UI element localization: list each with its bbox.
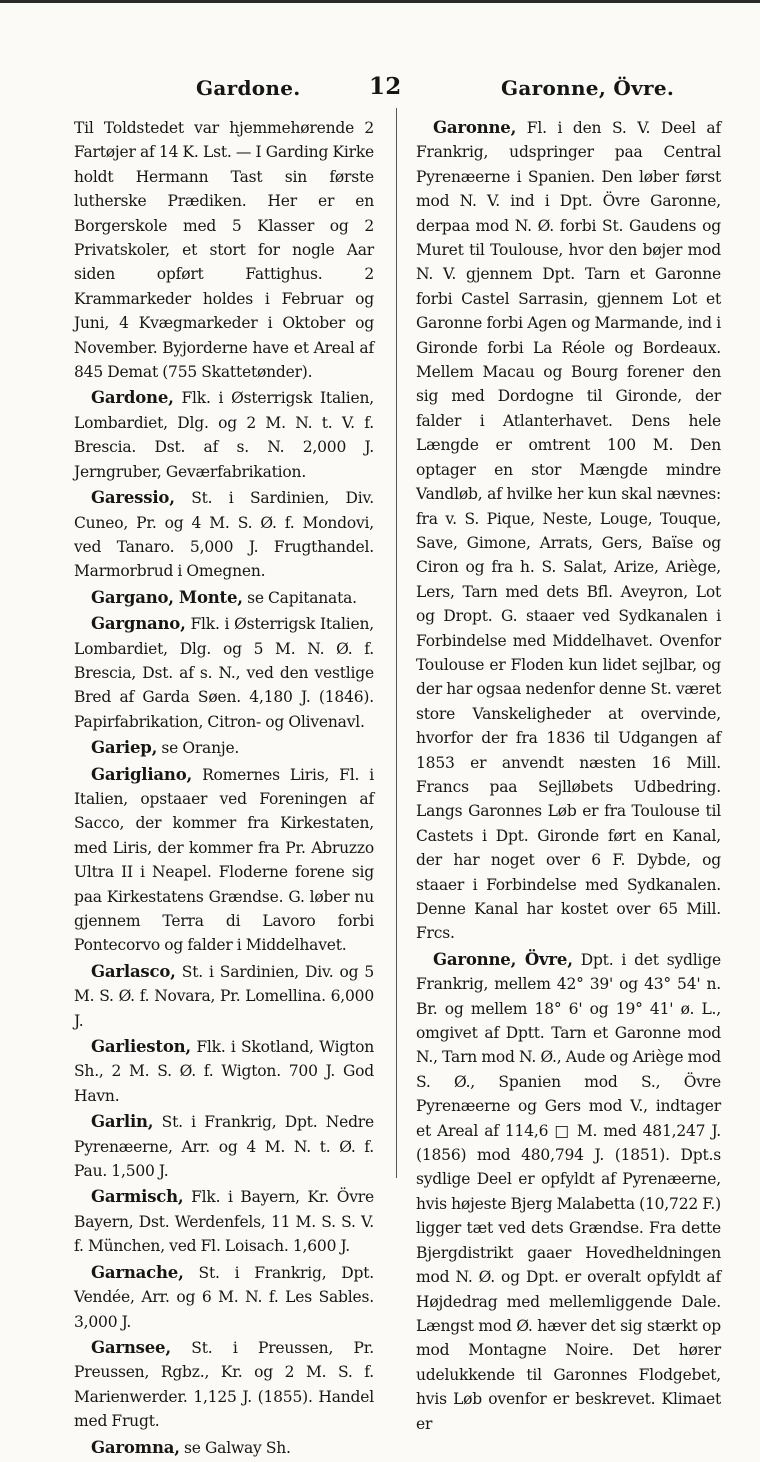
entry-headword: Garessio, — [91, 488, 175, 508]
entry-headword: Gariep, — [91, 738, 158, 758]
entry — [74, 763, 374, 958]
entry — [74, 586, 374, 610]
entry-text: Til Toldstedet var hjemmehørende 2 Fartøjer af 14 K. Lst. — I Garding Kirke holdt Hermann Tast sin første lutherske Prædiken. Her er en Borgerskole med 5 Klasser og 2 Privatskoler, et stort for nogle Aar siden opført Fattighus. 2 Krammarkeder holdes i Februar og Juni, 4 Kvægmarkeder i Oktober og November. Byjorderne have et Areal af 845 Demat (755 Skattetønder). — [74, 119, 374, 382]
top-edge-rule — [0, 0, 760, 3]
entry-headword: Gardone, — [91, 388, 174, 408]
entry — [416, 116, 721, 946]
left-column — [74, 116, 374, 1462]
entry-headword: Garnsee, — [91, 1337, 171, 1357]
entry-text: Flk. i Bayern, Kr. Övre Bayern, Dst. Werdenfels, 11 M. S. S. V. f. München, ved Fl. Loisach. 1,600 J. — [74, 1188, 374, 1256]
entry — [74, 1436, 374, 1460]
entry — [74, 1110, 374, 1183]
running-head-right: Garonne, Övre. — [501, 76, 675, 100]
entry — [74, 386, 374, 484]
entry-text: Dpt. i det sydlige Frankrig, mellem 42° 39' og 43° 54' n. Br. og mellem 18° 6' og 19° 41' ø. L., omgivet af Dptt. Tarn et Garonne mod N., Tarn mod N. Ø., Aude og Ariège mod S. Ø., Spanien mod S., Övre Pyrenæerne og Gers mod V., indtager et Areal af 114,6 □ M. med 481,247 J. (1856) mod 480,794 J. (1851). Dpt.s sydlige Deel er opfyldt af Pyrenæerne, hvis højeste Bjerg Malabetta (10,722 F.) ligger tæt ved dets Grændse. Fra dette Bjergdistrikt gaaer Hovedheldningen mod N. Ø. og Dpt. er overalt opfyldt af Højdedrag med mellemliggende Dale. Længst mod Ø. hæver det sig stærkt op mod Montagne Noire. Det hører udelukkende til Garonnes Flodgebet, hvis Løb ovenfor er beskrevet. Klimaet er — [416, 950, 721, 1433]
entry-headword: Garonne, — [433, 118, 517, 137]
entry-text: St. i Sardinien, Div. og 5 M. S. Ø. f. Novara, Pr. Lomellina. 6,000 J. — [74, 962, 374, 1030]
entry — [74, 1035, 374, 1108]
entry — [416, 948, 721, 1436]
running-head-left: Gardone. — [196, 76, 301, 100]
entry-text: St. i Frankrig, Dpt. Vendée, Arr. og 6 M. N. f. Les Sables. 3,000 J. — [74, 1263, 375, 1331]
entry-headword: Gargnano, — [91, 614, 186, 634]
entry-text: Romernes Liris, Fl. i Italien, opstaaer ved Foreningen af Sacco, der kommer fra Kirkestaten, med Liris, der kommer fra Pr. Abruzzo Ultra II i Neapel. Floderne forene sig paa Kirkestatens Grændse. G. løber nu gjennem Terra di Lavoro forbi Pontecorvo og falder i Middelhavet. — [74, 765, 374, 955]
entry-text: Flk. i Østerrigsk Italien, Lombardiet, Dlg. og 5 M. N. Ø. f. Brescia, Dst. af s. N., ved den vestlige Bred af Garda Søen. 4,180 J. (1846). Papirfabrikation, Citron- og Olivenavl. — [74, 615, 374, 731]
entry-headword: Garlieston, — [91, 1037, 191, 1057]
entry-text: St. i Frankrig, Dpt. Nedre Pyrenæerne, Arr. og 4 M. N. t. Ø. f. Pau. 1,500 J. — [74, 1113, 374, 1181]
entry-text: se Galway Sh. — [184, 1438, 291, 1457]
page-number: 12 — [369, 73, 402, 100]
column-divider — [396, 108, 397, 1178]
entry-text: Flk. i Østerrigsk Italien, Lombardiet, Dlg. og 2 M. N. t. V. f. Brescia. Dst. af s. N. 2,000 J. Jerngruber, Geværfabrikation. — [74, 389, 374, 481]
entry — [74, 1185, 374, 1258]
entry — [74, 736, 374, 760]
entry — [74, 1261, 374, 1334]
entry — [74, 960, 374, 1033]
entry-text: Flk. i Skotland, Wigton Sh., 2 M. S. Ø. f. Wigton. 700 J. God Havn. — [74, 1038, 374, 1105]
entry — [74, 612, 374, 734]
entry-text: St. i Preussen, Pr. Preussen, Rgbz., Kr. og 2 M. S. f. Marienwerder. 1,125 J. (1855). Handel med Frugt. — [74, 1338, 375, 1431]
entry-headword: Garlasco, — [91, 961, 176, 981]
entry-headword: Garonne, Övre, — [433, 949, 573, 969]
entry-headword: Garomna, — [91, 1437, 180, 1457]
right-column — [416, 116, 721, 1438]
entry-text: Fl. i den S. V. Deel af Frankrig, udspringer paa Central Pyrenæerne i Spanien. Den løber først mod N. V. ind i Dpt. Övre Garonne, derpaa mod N. Ø. forbi St. Gaudens og Muret til Toulouse, hvor den bøjer mod N. V. gjennem Dpt. Tarn et Garonne forbi Castel Sarrasin, gjennem Lot et Garonne forbi Agen og Marmande, ind i Gironde forbi La Réole og Bordeaux. Mellem Macau og Bourg forener den sig med Dordogne til Gironde, der falder i Atlanterhavet. Dens hele Længde er omtrent 100 M. Den optager en stor Mængde mindre Vandløb, af hvilke her kun skal nævnes: fra v. S. Pique, Neste, Louge, Touque, Save, Gimone, Arrats, Gers, Baïse og Ciron og fra h. S. Salat, Arize, Ariège, Lers, Tarn med dets Bfl. Aveyron, Lot og Dropt. G. staaer ved Sydkanalen i Forbindelse med Middelhavet. Ovenfor Toulouse er Floden kun lidet sejlbar, og der har ogsaa nedenfor denne St. været store Vanskeligheder at overvinde, hvorfor der fra 1836 til Udgangen af 1853 er anvendt næsten 16 Mill. Francs paa Sejlløbets Udbedring. Langs Garonnes Løb er fra Toulouse til Castets i Dpt. Gironde ført en Kanal, der har noget over 6 F. Dybde, og staaer i Forbindelse med Sydkanalen. Denne Kanal har kostet over 65 Mill. Frcs. — [416, 119, 721, 943]
entry — [74, 1336, 374, 1434]
entry-headword: Garmisch, — [91, 1187, 184, 1207]
entry-headword: Gargano, Monte, — [91, 587, 243, 607]
entry-headword: Garigliano, — [91, 764, 193, 784]
entry-headword: Garlin, — [91, 1112, 154, 1132]
entry-text: se Oranje. — [161, 739, 240, 758]
entry-text: se Capitanata. — [247, 588, 357, 607]
entry-headword: Garnache, — [91, 1262, 184, 1282]
entry — [74, 116, 374, 384]
entry-text: St. i Sardinien, Div. Cuneo, Pr. og 4 M. S. Ø. f. Mondovi, ved Tanaro. 5,000 J. Frugthandel. Marmorbrud i Omegnen. — [74, 489, 374, 581]
entry — [74, 486, 374, 584]
